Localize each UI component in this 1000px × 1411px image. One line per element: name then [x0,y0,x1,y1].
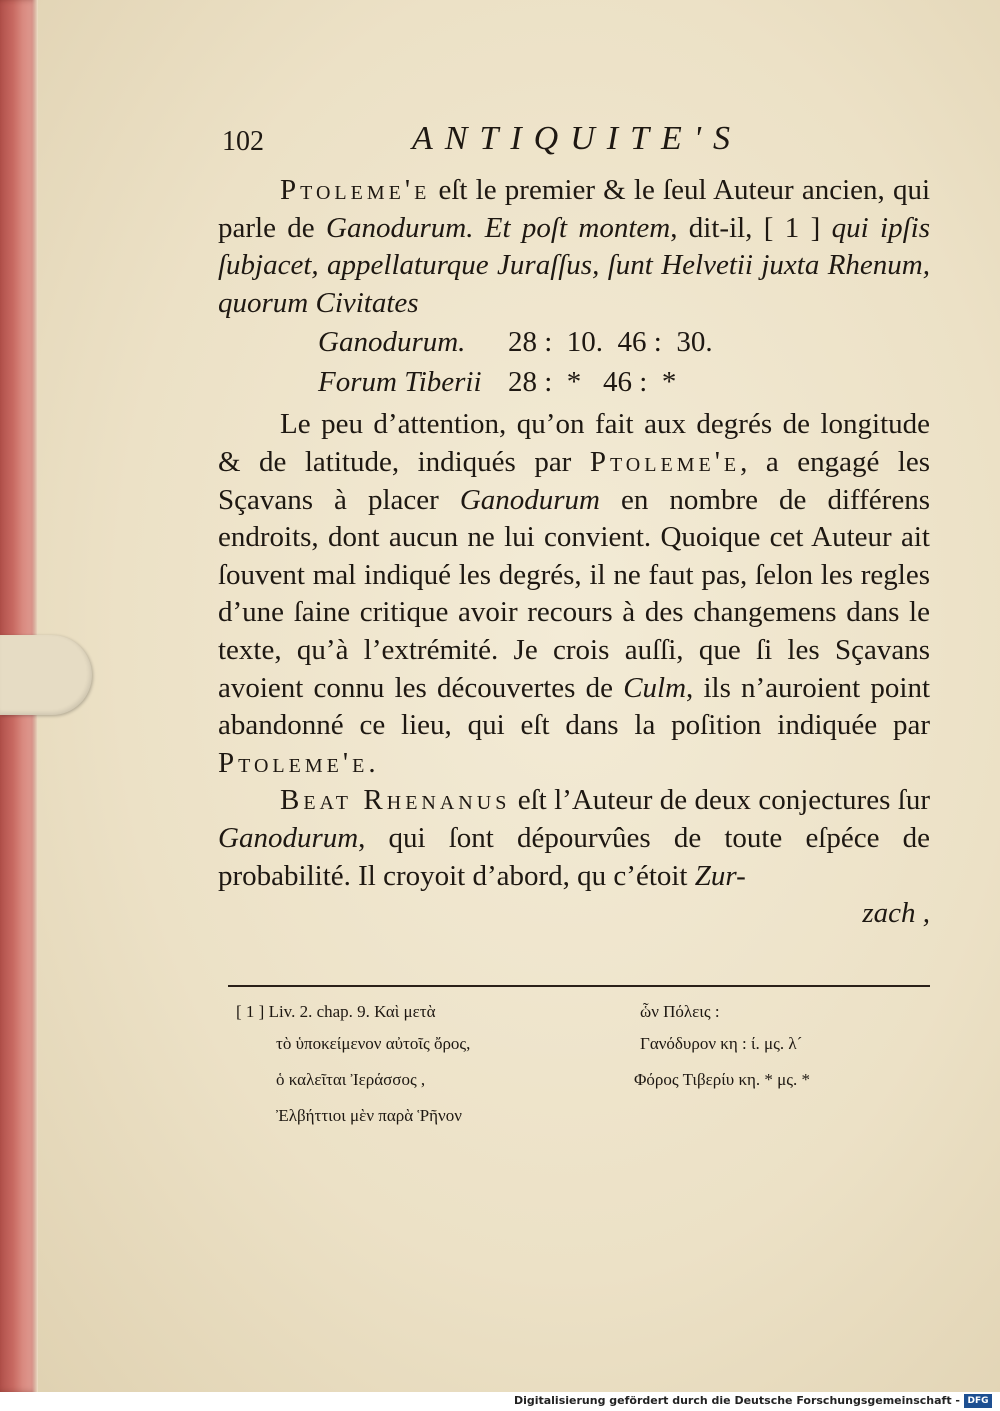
footnote-line: Φόρος Τιβερίυ κη. * μς. * [634,1070,811,1089]
italic-run: qui ipſis ſubjacet, appellaturque Juraſſus, ſunt Helvetii juxta Rhenum, quorum Civitates [218,211,931,319]
italic-run: Culm [623,671,687,704]
page-number: 102 [222,126,264,157]
coordinate-row [318,362,930,402]
footnote-line: ὁ καλεῖται Ἰεράσσος , [276,1070,426,1089]
author-name: Ptoleme'e [218,746,369,779]
italic-run: Zur- [694,859,746,892]
catchword-line [218,895,930,933]
author-name: Beat Rhenanus [280,784,511,817]
place-name: Forum Tiberii [318,366,482,399]
italic-run: Ganodurum [459,483,600,516]
catchword: zach , [862,897,930,930]
italic-run: Ganodurum [218,821,359,854]
text-run: . [368,746,376,779]
coordinate-values: 28 : 10. 46 : 30. [508,326,713,359]
footnote-line: Γανόδυρον κη : ί. μς. λ´ [640,1034,803,1053]
text-run: , ils n’auroient point abandonné ce lieu, qui eſt dans la poſition indiquée par [218,671,930,742]
coordinate-row [318,322,930,362]
text-run: Le peu d’attention, qu’on fait aux degrés de longitude & de latitude, indiqués par [218,408,930,478]
italic-run: Et poſt montem [473,211,671,244]
place-name: Ganodurum. [318,326,466,359]
page-header [222,120,932,162]
text-run: , qui ſont dépourvûes de toute eſpéce de probabilité. Il croyoit d’abord, qu c’étoit [218,821,930,892]
paragraph-1 [218,172,930,322]
text-run: , a engagé les Sçavans à placer [218,445,931,516]
footnote-line: τὸ ὑποκείμενον αὐτοῖς ὄρος, [276,1034,471,1053]
footnote-line: [ 1 ] Liv. 2. chap. 9. Καὶ μετὰ [236,1002,436,1021]
text-run: eſt le premier & le ſeul Auteur ancien, qui parle de [218,174,930,244]
paragraph-3 [218,782,930,895]
italic-run: Ganodurum. [326,211,474,244]
body-text [218,172,930,933]
text-run: en nombre de différens endroits, dont aucun ne lui convient. Quoique cet Auteur ait ſouvent mal indiqué les degrés, il ne faut pas, ſelon les regles d’une ſaine critique avoir recours à des changemens dans le texte, qu’à l’extrémité. Je crois auſſi, que ſi les Sçavans avoient connu les découvertes de [218,483,930,704]
funding-credit: Digitalisierung gefördert durch die Deutsche Forschungsgemeinschaft - [513,1394,960,1407]
paragraph-2 [218,406,930,782]
text-run: eſt l’Auteur de deux conjectures ſur [510,784,930,817]
bookmark-tab [0,635,92,715]
footnote-line: Ἐλβήττιοι μὲν παρὰ Ῥῆνον [276,1106,462,1125]
footnote-line: ὧν Πόλεις : [640,1002,720,1021]
coordinate-values: 28 : * 46 : * [508,366,677,399]
footnote-divider [228,985,930,987]
author-name: Ptoleme'e [280,174,431,206]
running-title: ANTIQUITE'S [412,120,743,157]
digitization-footer [0,1392,1000,1411]
dfg-logo: DFG [964,1394,992,1408]
author-name: Ptoleme'e [589,445,741,478]
text-run: , dit-il, [ 1 ] [670,211,832,244]
